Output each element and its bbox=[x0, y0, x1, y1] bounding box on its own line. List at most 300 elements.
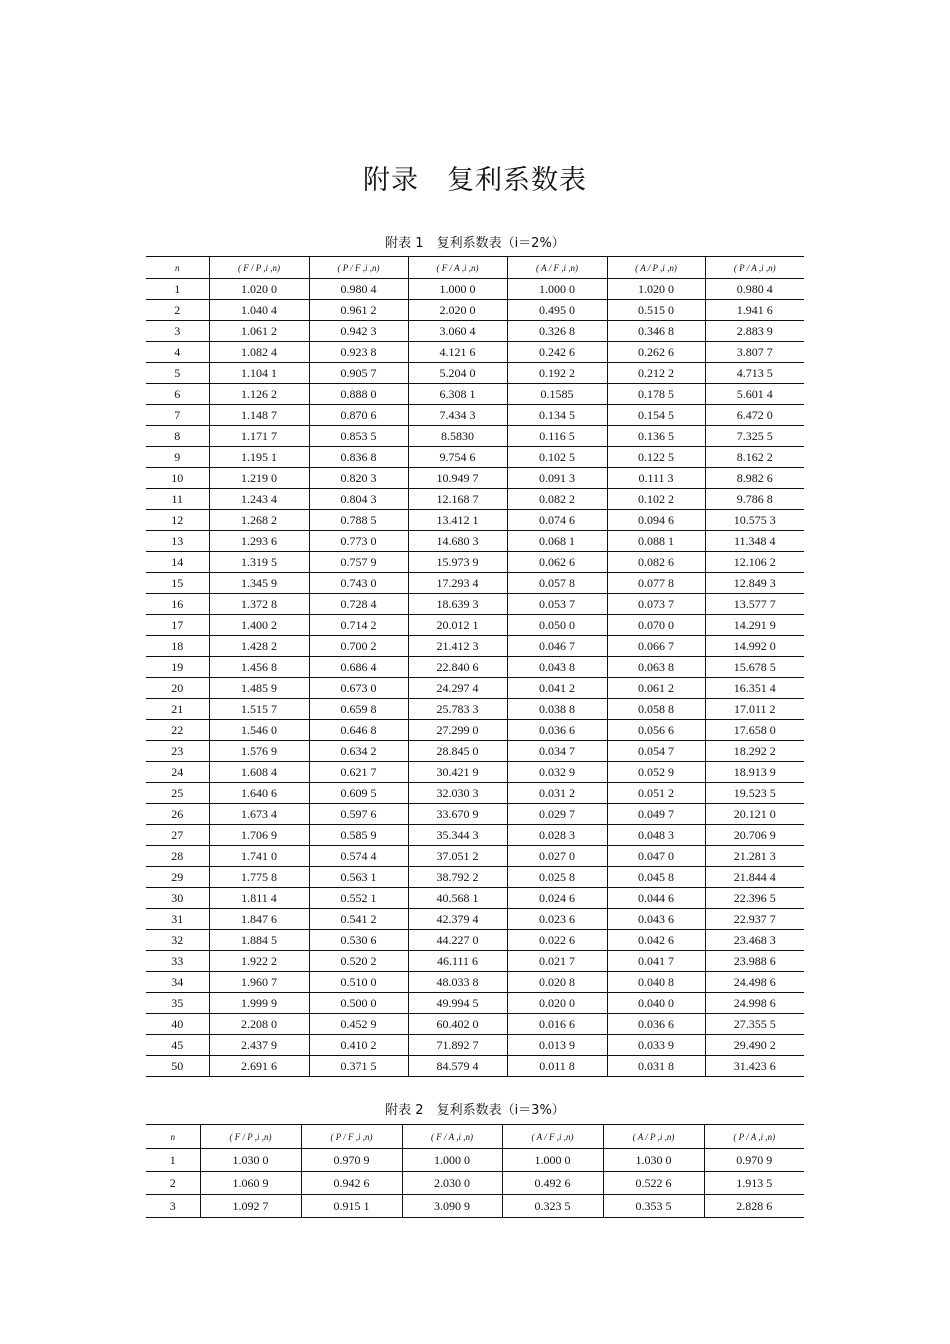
factor-cell: 29.490 2 bbox=[705, 1035, 804, 1056]
period-cell: 24 bbox=[146, 762, 209, 783]
factor-cell: 1.092 7 bbox=[200, 1195, 301, 1218]
period-cell: 17 bbox=[146, 615, 209, 636]
factor-cell: 0.033 9 bbox=[607, 1035, 705, 1056]
factor-cell: 0.346 8 bbox=[607, 321, 705, 342]
factor-cell: 0.522 6 bbox=[603, 1172, 704, 1195]
factor-cell: 1.913 5 bbox=[704, 1172, 804, 1195]
factor-cell: 14.992 0 bbox=[705, 636, 804, 657]
factor-cell: 0.051 2 bbox=[607, 783, 705, 804]
period-cell: 7 bbox=[146, 405, 209, 426]
period-cell: 33 bbox=[146, 951, 209, 972]
factor-cell: 1.811 4 bbox=[209, 888, 309, 909]
factor-cell: 9.786 8 bbox=[705, 489, 804, 510]
factor-cell: 7.325 5 bbox=[705, 426, 804, 447]
period-cell: 21 bbox=[146, 699, 209, 720]
period-cell: 28 bbox=[146, 846, 209, 867]
factor-cell: 1.515 7 bbox=[209, 699, 309, 720]
factor-cell: 0.041 2 bbox=[507, 678, 607, 699]
factor-cell: 24.498 6 bbox=[705, 972, 804, 993]
period-cell: 40 bbox=[146, 1014, 209, 1035]
factor-cell: 1.428 2 bbox=[209, 636, 309, 657]
factor-cell: 25.783 3 bbox=[408, 699, 507, 720]
table-row bbox=[146, 1195, 804, 1218]
factor-cell: 15.973 9 bbox=[408, 552, 507, 573]
factor-cell: 0.500 0 bbox=[309, 993, 408, 1014]
factor-cell: 0.597 6 bbox=[309, 804, 408, 825]
table-row bbox=[146, 825, 804, 846]
factor-cell: 0.102 2 bbox=[607, 489, 705, 510]
factor-cell: 1.219 0 bbox=[209, 468, 309, 489]
factor-cell: 0.016 6 bbox=[507, 1014, 607, 1035]
factor-cell: 0.212 2 bbox=[607, 363, 705, 384]
period-cell: 30 bbox=[146, 888, 209, 909]
table-row bbox=[146, 405, 804, 426]
table-row bbox=[146, 594, 804, 615]
factor-cell: 1.030 0 bbox=[603, 1149, 704, 1172]
factor-cell: 0.563 1 bbox=[309, 867, 408, 888]
table-row bbox=[146, 741, 804, 762]
table-row bbox=[146, 573, 804, 594]
factor-cell: 0.134 5 bbox=[507, 405, 607, 426]
column-header: ( A / P ,i ,n) bbox=[607, 257, 705, 279]
factor-cell: 0.082 2 bbox=[507, 489, 607, 510]
period-cell: 35 bbox=[146, 993, 209, 1014]
factor-cell: 0.061 2 bbox=[607, 678, 705, 699]
table-row bbox=[146, 510, 804, 531]
factor-cell: 0.091 3 bbox=[507, 468, 607, 489]
period-cell: 3 bbox=[169, 1198, 176, 1213]
factor-cell: 1.345 9 bbox=[209, 573, 309, 594]
table-row bbox=[146, 1014, 804, 1035]
factor-cell: 0.804 3 bbox=[309, 489, 408, 510]
factor-cell: 0.052 9 bbox=[607, 762, 705, 783]
factor-cell: 0.040 0 bbox=[607, 993, 705, 1014]
factor-cell: 0.053 7 bbox=[507, 594, 607, 615]
factor-cell: 0.510 0 bbox=[309, 972, 408, 993]
factor-cell: 0.057 8 bbox=[507, 573, 607, 594]
factor-cell: 6.472 0 bbox=[705, 405, 804, 426]
table-row bbox=[146, 300, 804, 321]
factor-cell: 5.204 0 bbox=[408, 363, 507, 384]
factor-cell: 0.530 6 bbox=[309, 930, 408, 951]
factor-cell: 0.673 0 bbox=[309, 678, 408, 699]
factor-cell: 71.892 7 bbox=[408, 1035, 507, 1056]
factor-cell: 0.074 6 bbox=[507, 510, 607, 531]
factor-cell: 13.577 7 bbox=[705, 594, 804, 615]
factor-cell: 0.046 7 bbox=[507, 636, 607, 657]
table-row bbox=[146, 783, 804, 804]
factor-cell: 0.041 7 bbox=[607, 951, 705, 972]
factor-cell: 0.888 0 bbox=[309, 384, 408, 405]
factor-cell: 12.168 7 bbox=[408, 489, 507, 510]
factor-cell: 0.585 9 bbox=[309, 825, 408, 846]
table-row bbox=[146, 993, 804, 1014]
factor-cell: 0.068 1 bbox=[507, 531, 607, 552]
period-cell: 12 bbox=[146, 510, 209, 531]
factor-cell: 35.344 3 bbox=[408, 825, 507, 846]
table-row bbox=[146, 846, 804, 867]
factor-cell: 0.700 2 bbox=[309, 636, 408, 657]
factor-cell: 27.299 0 bbox=[408, 720, 507, 741]
factor-cell: 14.680 3 bbox=[408, 531, 507, 552]
factor-cell: 20.012 1 bbox=[408, 615, 507, 636]
factor-cell: 0.020 8 bbox=[507, 972, 607, 993]
factor-cell: 0.031 2 bbox=[507, 783, 607, 804]
factor-cell: 18.913 9 bbox=[705, 762, 804, 783]
factor-cell: 8.162 2 bbox=[705, 447, 804, 468]
factor-cell: 21.412 3 bbox=[408, 636, 507, 657]
factor-cell: 0.022 6 bbox=[507, 930, 607, 951]
period-cell: 1 bbox=[146, 1149, 200, 1172]
factor-cell: 0.242 6 bbox=[507, 342, 607, 363]
period-cell: 22 bbox=[146, 720, 209, 741]
table-row bbox=[146, 951, 804, 972]
factor-cell: 1.847 6 bbox=[209, 909, 309, 930]
factor-cell: 0.452 9 bbox=[309, 1014, 408, 1035]
period-cell: 18 bbox=[146, 636, 209, 657]
factor-cell: 1.061 2 bbox=[209, 321, 309, 342]
factor-cell: 0.178 5 bbox=[607, 384, 705, 405]
factor-cell: 0.326 8 bbox=[507, 321, 607, 342]
table-row bbox=[146, 1035, 804, 1056]
factor-cell: 10.949 7 bbox=[408, 468, 507, 489]
factor-cell: 0.492 6 bbox=[502, 1172, 603, 1195]
factor-cell: 20.121 0 bbox=[705, 804, 804, 825]
factor-cell: 0.714 2 bbox=[309, 615, 408, 636]
factor-cell: 0.942 6 bbox=[301, 1172, 402, 1195]
factor-cell: 37.051 2 bbox=[408, 846, 507, 867]
table-row bbox=[146, 363, 804, 384]
period-cell: 19 bbox=[146, 657, 209, 678]
factor-cell: 0.853 5 bbox=[309, 426, 408, 447]
table-1-caption: 附表 1 复利系数表（i＝2%） bbox=[385, 236, 565, 251]
period-cell: 31 bbox=[146, 909, 209, 930]
factor-cell: 15.678 5 bbox=[705, 657, 804, 678]
factor-cell: 0.027 0 bbox=[507, 846, 607, 867]
factor-cell: 0.136 5 bbox=[607, 426, 705, 447]
factor-cell: 0.788 5 bbox=[309, 510, 408, 531]
factor-cell: 1.040 4 bbox=[209, 300, 309, 321]
factor-cell: 0.757 9 bbox=[309, 552, 408, 573]
factor-cell: 1.456 8 bbox=[209, 657, 309, 678]
factor-cell: 1.960 7 bbox=[209, 972, 309, 993]
factor-cell: 1.000 0 bbox=[408, 279, 507, 300]
factor-cell: 21.281 3 bbox=[705, 846, 804, 867]
factor-cell: 0.025 8 bbox=[507, 867, 607, 888]
table-row bbox=[146, 972, 804, 993]
factor-cell: 28.845 0 bbox=[408, 741, 507, 762]
factor-cell: 17.011 2 bbox=[705, 699, 804, 720]
page-title: 附录 复利系数表 bbox=[363, 165, 587, 196]
factor-cell: 1.775 8 bbox=[209, 867, 309, 888]
factor-cell: 1.268 2 bbox=[209, 510, 309, 531]
table-row bbox=[146, 762, 804, 783]
column-header: ( P / F ,i ,n) bbox=[309, 257, 408, 279]
factor-cell: 0.942 3 bbox=[309, 321, 408, 342]
factor-cell: 0.028 3 bbox=[507, 825, 607, 846]
factor-cell: 0.013 9 bbox=[507, 1035, 607, 1056]
factor-cell: 0.870 6 bbox=[309, 405, 408, 426]
factor-cell: 13.412 1 bbox=[408, 510, 507, 531]
factor-cell: 0.040 8 bbox=[607, 972, 705, 993]
period-cell: 26 bbox=[146, 804, 209, 825]
period-cell: 29 bbox=[146, 867, 209, 888]
factor-cell: 3.807 7 bbox=[705, 342, 804, 363]
period-cell: 14 bbox=[146, 552, 209, 573]
factor-cell: 19.523 5 bbox=[705, 783, 804, 804]
factor-cell: 0.552 1 bbox=[309, 888, 408, 909]
factor-cell: 0.045 8 bbox=[607, 867, 705, 888]
factor-cell: 0.773 0 bbox=[309, 531, 408, 552]
factor-cell: 0.609 5 bbox=[309, 783, 408, 804]
compound-interest-table-2pct bbox=[146, 256, 804, 1077]
factor-cell: 1.319 5 bbox=[209, 552, 309, 573]
table-row bbox=[146, 804, 804, 825]
factor-cell: 0.646 8 bbox=[309, 720, 408, 741]
period-cell: 2 bbox=[146, 300, 209, 321]
factor-cell: 3.090 9 bbox=[402, 1195, 502, 1218]
factor-cell: 0.024 6 bbox=[507, 888, 607, 909]
table-row bbox=[146, 489, 804, 510]
factor-cell: 1.000 0 bbox=[402, 1149, 502, 1172]
factor-cell: 0.541 2 bbox=[309, 909, 408, 930]
period-cell: 4 bbox=[146, 342, 209, 363]
period-cell: 10 bbox=[146, 468, 209, 489]
column-header: ( F / A ,i ,n) bbox=[402, 1125, 502, 1149]
factor-cell: 0.686 4 bbox=[309, 657, 408, 678]
factor-cell: 0.154 5 bbox=[607, 405, 705, 426]
table-row bbox=[146, 615, 804, 636]
factor-cell: 0.743 0 bbox=[309, 573, 408, 594]
factor-cell: 24.297 4 bbox=[408, 678, 507, 699]
period-cell: 23 bbox=[146, 741, 209, 762]
factor-cell: 2.208 0 bbox=[209, 1014, 309, 1035]
factor-cell: 0.923 8 bbox=[309, 342, 408, 363]
factor-cell: 0.049 7 bbox=[607, 804, 705, 825]
factor-cell: 21.844 4 bbox=[705, 867, 804, 888]
factor-cell: 18.292 2 bbox=[705, 741, 804, 762]
column-header: ( A / P ,i ,n) bbox=[603, 1125, 704, 1149]
column-header: n bbox=[146, 257, 209, 279]
factor-cell: 0.980 4 bbox=[705, 279, 804, 300]
period-cell: 9 bbox=[146, 447, 209, 468]
factor-cell: 1.060 9 bbox=[200, 1172, 301, 1195]
factor-cell: 4.713 5 bbox=[705, 363, 804, 384]
table-row bbox=[146, 888, 804, 909]
column-header: ( A / F ,i ,n) bbox=[502, 1125, 603, 1149]
factor-cell: 0.054 7 bbox=[607, 741, 705, 762]
factor-cell: 0.023 6 bbox=[507, 909, 607, 930]
table-row bbox=[146, 678, 804, 699]
period-cell: 2 bbox=[146, 1172, 200, 1195]
factor-cell: 7.434 3 bbox=[408, 405, 507, 426]
column-header: ( P / F ,i ,n) bbox=[301, 1125, 402, 1149]
factor-cell: 1.884 5 bbox=[209, 930, 309, 951]
factor-cell: 0.043 8 bbox=[507, 657, 607, 678]
table-row bbox=[146, 930, 804, 951]
factor-cell: 0.094 6 bbox=[607, 510, 705, 531]
factor-cell: 0.970 9 bbox=[301, 1149, 402, 1172]
factor-cell: 0.353 5 bbox=[603, 1195, 704, 1218]
factor-cell: 0.066 7 bbox=[607, 636, 705, 657]
factor-cell: 5.601 4 bbox=[705, 384, 804, 405]
factor-cell: 0.047 0 bbox=[607, 846, 705, 867]
period-cell: 16 bbox=[146, 594, 209, 615]
factor-cell: 0.122 5 bbox=[607, 447, 705, 468]
factor-cell: 1.000 0 bbox=[507, 279, 607, 300]
factor-cell: 2.691 6 bbox=[209, 1056, 309, 1077]
factor-cell: 84.579 4 bbox=[408, 1056, 507, 1077]
factor-cell: 0.063 8 bbox=[607, 657, 705, 678]
factor-cell: 0.034 7 bbox=[507, 741, 607, 762]
factor-cell: 1.195 1 bbox=[209, 447, 309, 468]
period-cell: 20 bbox=[146, 678, 209, 699]
factor-cell: 8.982 6 bbox=[705, 468, 804, 489]
compound-interest-table-3pct bbox=[146, 1124, 804, 1218]
period-cell: 27 bbox=[146, 825, 209, 846]
period-cell: 45 bbox=[146, 1035, 209, 1056]
factor-cell: 1.104 1 bbox=[209, 363, 309, 384]
factor-cell: 23.988 6 bbox=[705, 951, 804, 972]
factor-cell: 0.659 8 bbox=[309, 699, 408, 720]
column-header: ( F / A ,i ,n) bbox=[408, 257, 507, 279]
factor-cell: 60.402 0 bbox=[408, 1014, 507, 1035]
factor-cell: 1.082 4 bbox=[209, 342, 309, 363]
factor-cell: 0.410 2 bbox=[309, 1035, 408, 1056]
factor-cell: 0.905 7 bbox=[309, 363, 408, 384]
table-row bbox=[146, 552, 804, 573]
table-row bbox=[146, 636, 804, 657]
table-row bbox=[146, 384, 804, 405]
factor-cell: 0.070 0 bbox=[607, 615, 705, 636]
factor-cell: 0.043 6 bbox=[607, 909, 705, 930]
period-cell: 6 bbox=[146, 384, 209, 405]
factor-cell: 12.849 3 bbox=[705, 573, 804, 594]
table-row bbox=[146, 447, 804, 468]
factor-cell: 0.111 3 bbox=[607, 468, 705, 489]
period-cell: 1 bbox=[146, 279, 209, 300]
factor-cell: 17.293 4 bbox=[408, 573, 507, 594]
factor-cell: 1.999 9 bbox=[209, 993, 309, 1014]
column-header: ( F / P ,i ,n) bbox=[200, 1125, 301, 1149]
factor-cell: 0.077 8 bbox=[607, 573, 705, 594]
factor-cell: 2.030 0 bbox=[402, 1172, 502, 1195]
factor-cell: 0.262 6 bbox=[607, 342, 705, 363]
factor-cell: 1.922 2 bbox=[209, 951, 309, 972]
factor-cell: 11.348 4 bbox=[705, 531, 804, 552]
factor-cell: 4.121 6 bbox=[408, 342, 507, 363]
factor-cell: 1.706 9 bbox=[209, 825, 309, 846]
factor-cell: 1.148 7 bbox=[209, 405, 309, 426]
factor-cell: 12.106 2 bbox=[705, 552, 804, 573]
factor-cell: 0.062 6 bbox=[507, 552, 607, 573]
factor-cell: 32.030 3 bbox=[408, 783, 507, 804]
factor-cell: 1.020 0 bbox=[209, 279, 309, 300]
factor-cell: 33.670 9 bbox=[408, 804, 507, 825]
factor-cell: 18.639 3 bbox=[408, 594, 507, 615]
factor-cell: 1.020 0 bbox=[607, 279, 705, 300]
factor-cell: 0.515 0 bbox=[607, 300, 705, 321]
factor-cell: 2.883 9 bbox=[705, 321, 804, 342]
factor-cell: 1.485 9 bbox=[209, 678, 309, 699]
factor-cell: 0.323 5 bbox=[502, 1195, 603, 1218]
factor-cell: 0.029 7 bbox=[507, 804, 607, 825]
factor-cell: 2.828 6 bbox=[704, 1195, 804, 1218]
period-cell: 25 bbox=[146, 783, 209, 804]
table-row bbox=[146, 657, 804, 678]
table-row bbox=[146, 321, 804, 342]
factor-cell: 0.116 5 bbox=[507, 426, 607, 447]
factor-cell: 0.915 1 bbox=[301, 1195, 402, 1218]
factor-cell: 46.111 6 bbox=[408, 951, 507, 972]
factor-cell: 14.291 9 bbox=[705, 615, 804, 636]
factor-cell: 0.036 6 bbox=[607, 1014, 705, 1035]
table-row bbox=[146, 1056, 804, 1077]
factor-cell: 1.400 2 bbox=[209, 615, 309, 636]
table-row bbox=[146, 909, 804, 930]
factor-cell: 0.1585 bbox=[507, 384, 607, 405]
factor-cell: 17.658 0 bbox=[705, 720, 804, 741]
table-row bbox=[146, 1149, 804, 1172]
table-header-row bbox=[146, 257, 804, 279]
factor-cell: 0.020 0 bbox=[507, 993, 607, 1014]
factor-cell: 27.355 5 bbox=[705, 1014, 804, 1035]
factor-cell: 0.970 9 bbox=[704, 1149, 804, 1172]
table-row bbox=[146, 1172, 804, 1195]
factor-cell: 1.243 4 bbox=[209, 489, 309, 510]
factor-cell: 1.941 6 bbox=[705, 300, 804, 321]
factor-cell: 0.031 8 bbox=[607, 1056, 705, 1077]
column-header: ( P / A ,i ,n) bbox=[704, 1125, 804, 1149]
period-cell: 13 bbox=[146, 531, 209, 552]
factor-cell: 1.640 6 bbox=[209, 783, 309, 804]
factor-cell: 0.073 7 bbox=[607, 594, 705, 615]
factor-cell: 0.728 4 bbox=[309, 594, 408, 615]
column-header: ( A / F ,i ,n) bbox=[507, 257, 607, 279]
table-row bbox=[146, 468, 804, 489]
table-row bbox=[146, 342, 804, 363]
factor-cell: 49.994 5 bbox=[408, 993, 507, 1014]
factor-cell: 0.042 6 bbox=[607, 930, 705, 951]
factor-cell: 0.961 2 bbox=[309, 300, 408, 321]
factor-cell: 0.495 0 bbox=[507, 300, 607, 321]
factor-cell: 0.836 8 bbox=[309, 447, 408, 468]
factor-cell: 1.293 6 bbox=[209, 531, 309, 552]
period-cell: 34 bbox=[146, 972, 209, 993]
column-header: n bbox=[146, 1125, 200, 1149]
factor-cell: 0.048 3 bbox=[607, 825, 705, 846]
table-row bbox=[146, 531, 804, 552]
factor-cell: 42.379 4 bbox=[408, 909, 507, 930]
factor-cell: 1.576 9 bbox=[209, 741, 309, 762]
factor-cell: 1.546 0 bbox=[209, 720, 309, 741]
factor-cell: 0.011 8 bbox=[507, 1056, 607, 1077]
factor-cell: 9.754 6 bbox=[408, 447, 507, 468]
factor-cell: 1.741 0 bbox=[209, 846, 309, 867]
factor-cell: 0.088 1 bbox=[607, 531, 705, 552]
factor-cell: 40.568 1 bbox=[408, 888, 507, 909]
factor-cell: 31.423 6 bbox=[705, 1056, 804, 1077]
factor-cell: 3.060 4 bbox=[408, 321, 507, 342]
factor-cell: 6.308 1 bbox=[408, 384, 507, 405]
factor-cell: 16.351 4 bbox=[705, 678, 804, 699]
factor-cell: 0.050 0 bbox=[507, 615, 607, 636]
period-cell: 3 bbox=[146, 321, 209, 342]
factor-cell: 1.000 0 bbox=[502, 1149, 603, 1172]
factor-cell: 0.032 9 bbox=[507, 762, 607, 783]
factor-cell: 22.840 6 bbox=[408, 657, 507, 678]
factor-cell: 0.820 3 bbox=[309, 468, 408, 489]
